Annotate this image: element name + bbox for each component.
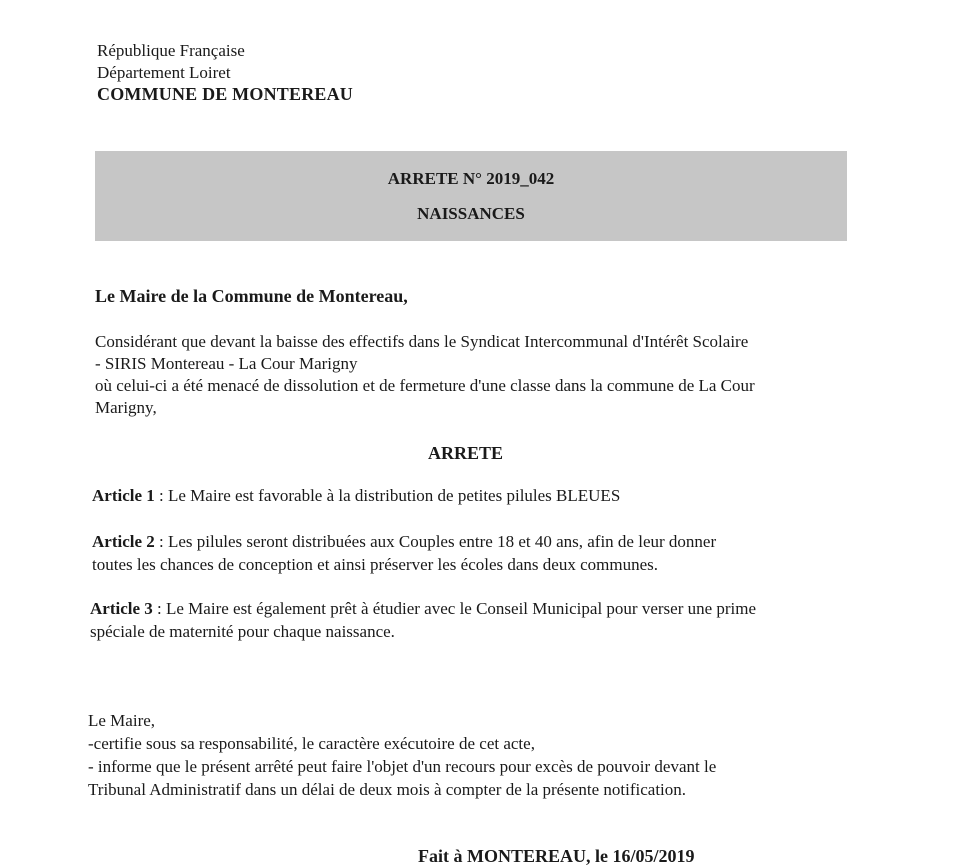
considerant-line: Marigny,	[95, 398, 157, 417]
arrete-subject: NAISSANCES	[417, 204, 525, 223]
article-3	[90, 598, 756, 620]
header-departement: Département Loiret	[97, 63, 231, 82]
article-text: : Les pilules seront distribuées aux Couples entre 18 et 40 ans, afin de leur donner	[154, 532, 717, 551]
considerant-line: Considérant que devant la baisse des effectifs dans le Syndicat Intercommunal d'Intérêt Scolaire	[95, 332, 749, 351]
title-banner	[95, 151, 847, 241]
closing-line: Tribunal Administratif dans un délai de deux mois à compter de la présente notification.	[88, 780, 687, 799]
article-text-continued: toutes les chances de conception et ainsi préserver les écoles dans deux communes.	[92, 555, 658, 574]
article-2	[92, 531, 716, 553]
article-label: Article 3	[90, 599, 153, 618]
arrete-heading: ARRETE	[428, 443, 504, 463]
signature-place-date: Fait à MONTEREAU, le 16/05/2019	[418, 846, 695, 866]
considerant-line: - SIRIS Montereau - La Cour Marigny	[95, 354, 358, 373]
salutation: Le Maire de la Commune de Montereau,	[95, 286, 408, 306]
header-commune: COMMUNE DE MONTEREAU	[97, 84, 353, 104]
arrete-number: ARRETE N° 2019_042	[387, 169, 555, 188]
article-label: Article 1	[92, 486, 155, 505]
article-text-continued: spéciale de maternité pour chaque naissance.	[90, 622, 395, 641]
closing-line: Le Maire,	[88, 711, 156, 730]
article-text: : Le Maire est favorable à la distribution de petites pilules BLEUES	[154, 486, 621, 505]
header-republique: République Française	[97, 41, 245, 60]
article-text: : Le Maire est également prêt à étudier avec le Conseil Municipal pour verser une prime	[152, 599, 757, 618]
article-1	[92, 485, 620, 507]
closing-line: - informe que le présent arrêté peut faire l'objet d'un recours pour excès de pouvoir devant le	[88, 757, 717, 776]
article-label: Article 2	[92, 532, 155, 551]
considerant-line: où celui-ci a été menacé de dissolution et de fermeture d'une classe dans la commune de La Cour	[95, 376, 755, 395]
closing-line: -certifie sous sa responsabilité, le caractère exécutoire de cet acte,	[88, 734, 535, 753]
